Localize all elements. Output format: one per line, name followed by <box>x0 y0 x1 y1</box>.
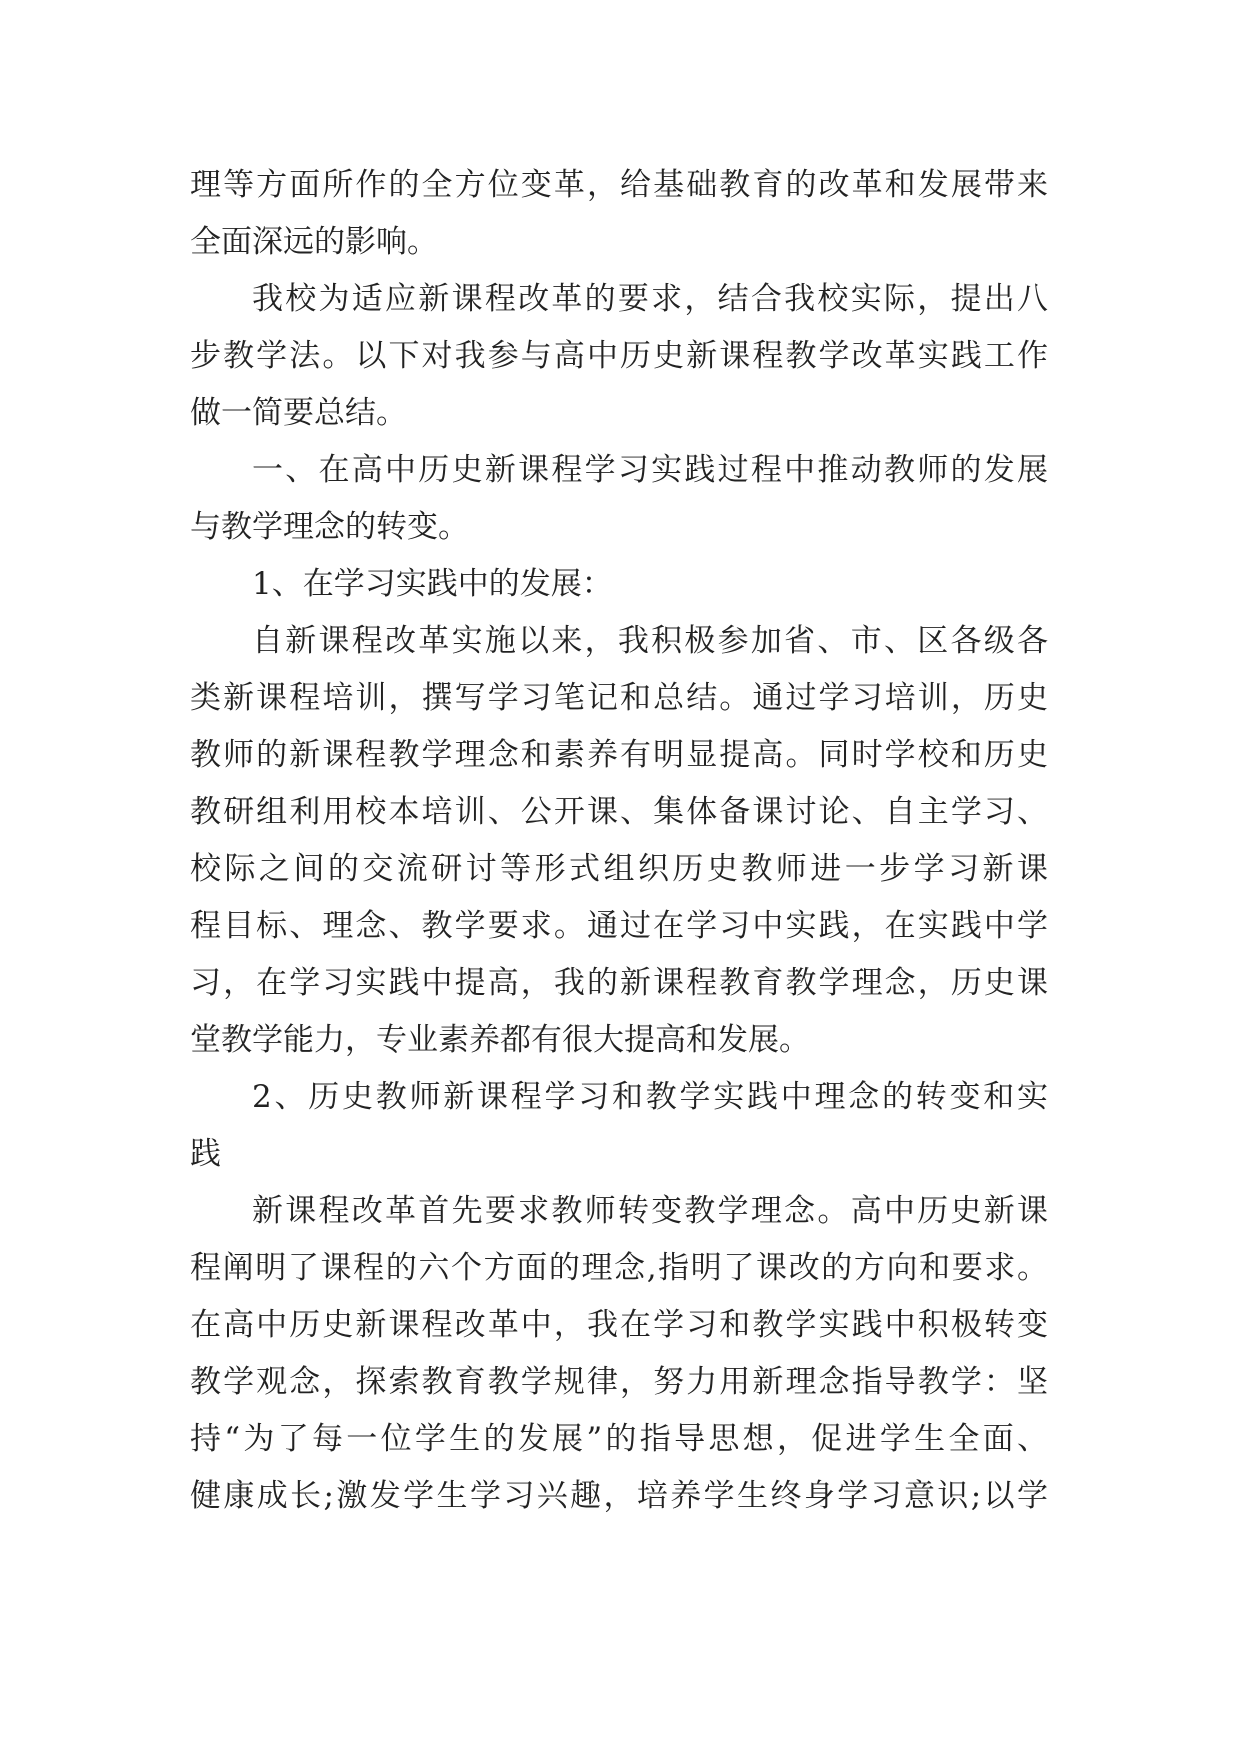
text-line: 习，在学习实践中提高，我的新课程教育教学理念，历史课 <box>190 965 1048 1001</box>
text-line: 自新课程改革实施以来，我积极参加省、市、区各级各 <box>252 623 1048 659</box>
text-line: 持“为了每一位学生的发展”的指导思想，促进学生全面、 <box>190 1421 1048 1457</box>
paragraph-continuation <box>190 157 1048 271</box>
text-line: 理等方面所作的全方位变革，给基础教育的改革和发展带来 <box>190 167 1048 203</box>
text-line: 2、历史教师新课程学习和教学实践中理念的转变和实 <box>252 1079 1048 1115</box>
text-line: 一、在高中历史新课程学习实践过程中推动教师的发展 <box>252 452 1048 488</box>
text-line: 新课程改革首先要求教师转变教学理念。高中历史新课 <box>252 1193 1048 1229</box>
text-line: 教学观念，探索教育教学规律，努力用新理念指导教学：坚 <box>190 1364 1048 1400</box>
text-line: 与教学理念的转变。 <box>190 509 469 545</box>
text-line: 在高中历史新课程改革中，我在学习和教学实践中积极转变 <box>190 1307 1048 1343</box>
text-line: 做一简要总结。 <box>190 395 407 431</box>
document-body <box>190 157 1048 1525</box>
section-heading <box>190 442 1048 556</box>
text-line: 步教学法。以下对我参与高中历史新课程教学改革实践工作 <box>190 338 1048 374</box>
text-line: 教师的新课程教学理念和素养有明显提高。同时学校和历史 <box>190 737 1048 773</box>
text-line: 1、在学习实践中的发展： <box>252 566 613 602</box>
subsection-heading <box>190 556 1048 613</box>
text-line: 全面深远的影响。 <box>190 224 438 260</box>
text-line: 程阐明了课程的六个方面的理念,指明了课改的方向和要求。 <box>190 1250 1048 1286</box>
text-line: 教研组利用校本培训、公开课、集体备课讨论、自主学习、 <box>190 794 1048 830</box>
text-line: 践 <box>190 1136 221 1172</box>
subsection-heading <box>190 1069 1048 1183</box>
text-line: 健康成长;激发学生学习兴趣，培养学生终身学习意识;以学 <box>190 1478 1048 1514</box>
text-line: 堂教学能力，专业素养都有很大提高和发展。 <box>190 1022 810 1058</box>
text-line: 我校为适应新课程改革的要求，结合我校实际，提出八 <box>252 281 1048 317</box>
paragraph <box>190 613 1048 1069</box>
paragraph <box>190 271 1048 442</box>
paragraph <box>190 1183 1048 1525</box>
text-line: 校际之间的交流研讨等形式组织历史教师进一步学习新课 <box>190 851 1048 887</box>
text-line: 程目标、理念、教学要求。通过在学习中实践，在实践中学 <box>190 908 1048 944</box>
text-line: 类新课程培训，撰写学习笔记和总结。通过学习培训，历史 <box>190 680 1048 716</box>
